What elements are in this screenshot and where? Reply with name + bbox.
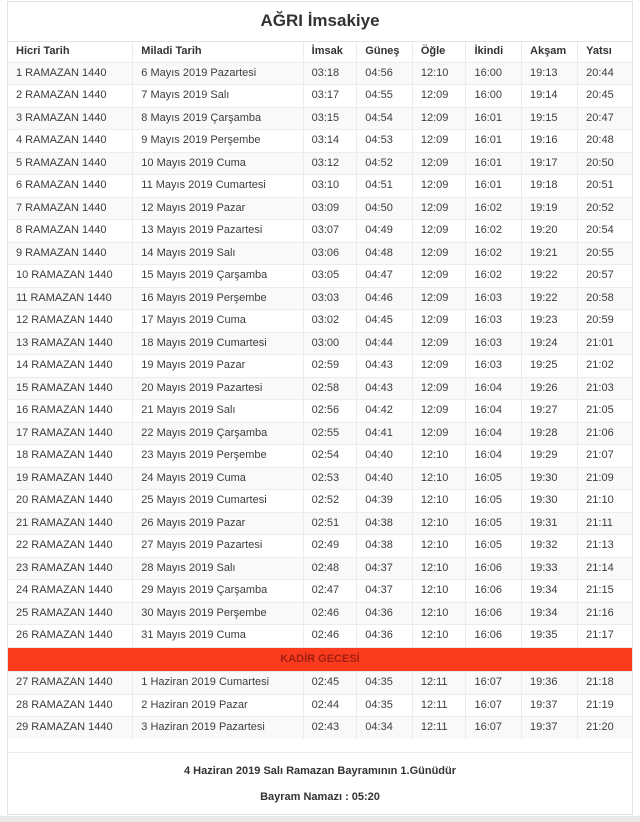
cell-imsak: 03:10 (303, 175, 357, 198)
kadir-gecesi-banner-row (8, 647, 632, 672)
cell-gunes: 04:47 (357, 265, 413, 288)
cell-aksam: 19:36 (522, 672, 578, 695)
column-header-imsak: İmsak (303, 42, 357, 62)
cell-imsak: 03:17 (303, 85, 357, 108)
cell-ogle: 12:09 (412, 265, 466, 288)
cell-ikindi: 16:01 (466, 152, 522, 175)
cell-yatsi: 20:58 (578, 287, 632, 310)
table-row (8, 62, 632, 85)
cell-imsak: 02:46 (303, 602, 357, 625)
cell-ikindi: 16:06 (466, 602, 522, 625)
cell-aksam: 19:16 (522, 130, 578, 153)
cell-yatsi: 21:10 (578, 490, 632, 513)
cell-ogle: 12:09 (412, 377, 466, 400)
footer (8, 753, 632, 814)
table-row (8, 717, 632, 739)
cell-imsak: 02:55 (303, 422, 357, 445)
column-header-hicri-tarih: Hicri Tarih (8, 42, 133, 62)
cell-ikindi: 16:03 (466, 310, 522, 333)
cell-gunes: 04:51 (357, 175, 413, 198)
cell-ogle: 12:10 (412, 445, 466, 468)
table-row (8, 265, 632, 288)
cell-ikindi: 16:06 (466, 625, 522, 648)
table-row (8, 512, 632, 535)
cell-yatsi: 21:20 (578, 717, 632, 739)
bayram-date-note: 4 Haziran 2019 Salı Ramazan Bayramının 1.Günüdür (183, 764, 457, 777)
cell-hicri-tarih: 14 RAMAZAN 1440 (8, 355, 133, 378)
cell-gunes: 04:56 (357, 62, 413, 85)
table-row (8, 220, 632, 243)
cell-imsak: 02:44 (303, 694, 357, 717)
cell-yatsi: 20:52 (578, 197, 632, 220)
cell-yatsi: 20:45 (578, 85, 632, 108)
cell-ogle: 12:10 (412, 467, 466, 490)
cell-yatsi: 21:19 (578, 694, 632, 717)
cell-aksam: 19:18 (522, 175, 578, 198)
cell-miladi-tarih: 12 Mayıs 2019 Pazar (133, 197, 303, 220)
cell-aksam: 19:30 (522, 467, 578, 490)
cell-hicri-tarih: 15 RAMAZAN 1440 (8, 377, 133, 400)
cell-imsak: 02:54 (303, 445, 357, 468)
cell-gunes: 04:40 (357, 445, 413, 468)
cell-ikindi: 16:02 (466, 242, 522, 265)
cell-hicri-tarih: 4 RAMAZAN 1440 (8, 130, 133, 153)
cell-miladi-tarih: 16 Mayıs 2019 Perşembe (133, 287, 303, 310)
cell-imsak: 03:00 (303, 332, 357, 355)
cell-imsak: 02:51 (303, 512, 357, 535)
cell-gunes: 04:35 (357, 694, 413, 717)
cell-yatsi: 20:50 (578, 152, 632, 175)
cell-miladi-tarih: 18 Mayıs 2019 Cumartesi (133, 332, 303, 355)
cell-miladi-tarih: 17 Mayıs 2019 Cuma (133, 310, 303, 333)
cell-yatsi: 21:14 (578, 557, 632, 580)
table-row (8, 355, 632, 378)
cell-ogle: 12:11 (412, 694, 466, 717)
cell-aksam: 19:28 (522, 422, 578, 445)
cell-aksam: 19:33 (522, 557, 578, 580)
cell-miladi-tarih: 26 Mayıs 2019 Pazar (133, 512, 303, 535)
column-header-ogle: Öğle (412, 42, 466, 62)
cell-miladi-tarih: 25 Mayıs 2019 Cumartesi (133, 490, 303, 513)
cell-yatsi: 20:57 (578, 265, 632, 288)
table-row (8, 467, 632, 490)
table-row (8, 557, 632, 580)
cell-hicri-tarih: 27 RAMAZAN 1440 (8, 672, 133, 695)
cell-aksam: 19:37 (522, 694, 578, 717)
column-header-yatsi: Yatsı (578, 42, 632, 62)
cell-ogle: 12:09 (412, 287, 466, 310)
cell-ogle: 12:10 (412, 512, 466, 535)
cell-aksam: 19:31 (522, 512, 578, 535)
table-row (8, 85, 632, 108)
cell-gunes: 04:52 (357, 152, 413, 175)
table-row (8, 197, 632, 220)
cell-yatsi: 21:02 (578, 355, 632, 378)
table-row (8, 310, 632, 333)
cell-yatsi: 21:17 (578, 625, 632, 648)
cell-ikindi: 16:07 (466, 717, 522, 739)
cell-ikindi: 16:01 (466, 175, 522, 198)
table-row (8, 535, 632, 558)
cell-ikindi: 16:04 (466, 377, 522, 400)
cell-ogle: 12:10 (412, 62, 466, 85)
cell-miladi-tarih: 9 Mayıs 2019 Perşembe (133, 130, 303, 153)
cell-gunes: 04:54 (357, 107, 413, 130)
cell-aksam: 19:21 (522, 242, 578, 265)
cell-gunes: 04:39 (357, 490, 413, 513)
cell-aksam: 19:26 (522, 377, 578, 400)
cell-gunes: 04:45 (357, 310, 413, 333)
cell-aksam: 19:34 (522, 580, 578, 603)
cell-ogle: 12:09 (412, 85, 466, 108)
cell-hicri-tarih: 9 RAMAZAN 1440 (8, 242, 133, 265)
cell-ogle: 12:09 (412, 175, 466, 198)
cell-imsak: 03:02 (303, 310, 357, 333)
cell-miladi-tarih: 8 Mayıs 2019 Çarşamba (133, 107, 303, 130)
cell-imsak: 02:59 (303, 355, 357, 378)
table-row (8, 287, 632, 310)
cell-yatsi: 21:03 (578, 377, 632, 400)
cell-ogle: 12:10 (412, 557, 466, 580)
cell-hicri-tarih: 16 RAMAZAN 1440 (8, 400, 133, 423)
cell-ikindi: 16:01 (466, 130, 522, 153)
cell-ikindi: 16:07 (466, 694, 522, 717)
cell-ikindi: 16:02 (466, 197, 522, 220)
cell-ogle: 12:11 (412, 717, 466, 739)
cell-yatsi: 21:18 (578, 672, 632, 695)
cell-yatsi: 20:54 (578, 220, 632, 243)
cell-imsak: 03:05 (303, 265, 357, 288)
cell-ogle: 12:10 (412, 490, 466, 513)
cell-gunes: 04:41 (357, 422, 413, 445)
cell-hicri-tarih: 12 RAMAZAN 1440 (8, 310, 133, 333)
cell-gunes: 04:34 (357, 717, 413, 739)
cell-imsak: 03:09 (303, 197, 357, 220)
cell-gunes: 04:53 (357, 130, 413, 153)
cell-hicri-tarih: 29 RAMAZAN 1440 (8, 717, 133, 739)
cell-hicri-tarih: 6 RAMAZAN 1440 (8, 175, 133, 198)
cell-aksam: 19:20 (522, 220, 578, 243)
cell-hicri-tarih: 23 RAMAZAN 1440 (8, 557, 133, 580)
cell-hicri-tarih: 26 RAMAZAN 1440 (8, 625, 133, 648)
cell-ikindi: 16:05 (466, 512, 522, 535)
cell-ikindi: 16:01 (466, 107, 522, 130)
cell-aksam: 19:23 (522, 310, 578, 333)
column-header-miladi-tarih: Miladi Tarih (133, 42, 303, 62)
cell-gunes: 04:37 (357, 580, 413, 603)
cell-miladi-tarih: 21 Mayıs 2019 Salı (133, 400, 303, 423)
cell-imsak: 02:56 (303, 400, 357, 423)
table-row (8, 377, 632, 400)
cell-aksam: 19:32 (522, 535, 578, 558)
cell-gunes: 04:46 (357, 287, 413, 310)
column-header-gunes: Güneş (357, 42, 413, 62)
cell-miladi-tarih: 23 Mayıs 2019 Perşembe (133, 445, 303, 468)
cell-imsak: 02:58 (303, 377, 357, 400)
cell-ikindi: 16:03 (466, 287, 522, 310)
cell-miladi-tarih: 11 Mayıs 2019 Cumartesi (133, 175, 303, 198)
cell-miladi-tarih: 2 Haziran 2019 Pazar (133, 694, 303, 717)
cell-yatsi: 20:51 (578, 175, 632, 198)
cell-imsak: 02:52 (303, 490, 357, 513)
cell-ikindi: 16:07 (466, 672, 522, 695)
cell-imsak: 02:53 (303, 467, 357, 490)
cell-ogle: 12:09 (412, 197, 466, 220)
table-row (8, 490, 632, 513)
cell-imsak: 02:49 (303, 535, 357, 558)
cell-yatsi: 20:47 (578, 107, 632, 130)
cell-ogle: 12:09 (412, 152, 466, 175)
cell-hicri-tarih: 18 RAMAZAN 1440 (8, 445, 133, 468)
cell-aksam: 19:29 (522, 445, 578, 468)
cell-aksam: 19:14 (522, 85, 578, 108)
cell-imsak: 03:15 (303, 107, 357, 130)
cell-hicri-tarih: 7 RAMAZAN 1440 (8, 197, 133, 220)
cell-gunes: 04:38 (357, 512, 413, 535)
column-header-ikindi: İkindi (466, 42, 522, 62)
cell-hicri-tarih: 17 RAMAZAN 1440 (8, 422, 133, 445)
table-footer-spacer (8, 739, 632, 753)
page-bottom-strip (0, 816, 640, 822)
cell-hicri-tarih: 10 RAMAZAN 1440 (8, 265, 133, 288)
cell-hicri-tarih: 11 RAMAZAN 1440 (8, 287, 133, 310)
cell-yatsi: 21:16 (578, 602, 632, 625)
cell-aksam: 19:22 (522, 265, 578, 288)
cell-hicri-tarih: 20 RAMAZAN 1440 (8, 490, 133, 513)
cell-hicri-tarih: 3 RAMAZAN 1440 (8, 107, 133, 130)
bayram-namazi-time: Bayram Namazı : 05:20 (260, 790, 380, 803)
cell-gunes: 04:35 (357, 672, 413, 695)
cell-miladi-tarih: 3 Haziran 2019 Pazartesi (133, 717, 303, 739)
table-row (8, 602, 632, 625)
cell-imsak: 03:14 (303, 130, 357, 153)
cell-miladi-tarih: 28 Mayıs 2019 Salı (133, 557, 303, 580)
cell-ikindi: 16:04 (466, 422, 522, 445)
cell-ogle: 12:09 (412, 310, 466, 333)
cell-miladi-tarih: 7 Mayıs 2019 Salı (133, 85, 303, 108)
cell-yatsi: 21:15 (578, 580, 632, 603)
cell-yatsi: 21:07 (578, 445, 632, 468)
cell-aksam: 19:24 (522, 332, 578, 355)
table-row (8, 130, 632, 153)
cell-miladi-tarih: 22 Mayıs 2019 Çarşamba (133, 422, 303, 445)
cell-aksam: 19:13 (522, 62, 578, 85)
table-row (8, 580, 632, 603)
cell-gunes: 04:48 (357, 242, 413, 265)
cell-yatsi: 21:05 (578, 400, 632, 423)
cell-ikindi: 16:05 (466, 535, 522, 558)
cell-imsak: 02:47 (303, 580, 357, 603)
cell-ikindi: 16:05 (466, 467, 522, 490)
cell-yatsi: 21:06 (578, 422, 632, 445)
cell-ikindi: 16:00 (466, 85, 522, 108)
cell-aksam: 19:34 (522, 602, 578, 625)
cell-gunes: 04:37 (357, 557, 413, 580)
cell-hicri-tarih: 24 RAMAZAN 1440 (8, 580, 133, 603)
cell-aksam: 19:30 (522, 490, 578, 513)
cell-ikindi: 16:02 (466, 220, 522, 243)
cell-aksam: 19:25 (522, 355, 578, 378)
cell-miladi-tarih: 13 Mayıs 2019 Pazartesi (133, 220, 303, 243)
cell-imsak: 02:48 (303, 557, 357, 580)
cell-ogle: 12:09 (412, 220, 466, 243)
cell-hicri-tarih: 1 RAMAZAN 1440 (8, 62, 133, 85)
cell-gunes: 04:55 (357, 85, 413, 108)
cell-gunes: 04:40 (357, 467, 413, 490)
cell-hicri-tarih: 8 RAMAZAN 1440 (8, 220, 133, 243)
cell-imsak: 03:03 (303, 287, 357, 310)
cell-ogle: 12:09 (412, 400, 466, 423)
cell-ogle: 12:10 (412, 580, 466, 603)
cell-imsak: 02:46 (303, 625, 357, 648)
cell-imsak: 02:43 (303, 717, 357, 739)
cell-imsak: 02:45 (303, 672, 357, 695)
imsakiye-page (7, 1, 633, 815)
cell-aksam: 19:35 (522, 625, 578, 648)
cell-yatsi: 21:13 (578, 535, 632, 558)
page-title: AĞRI İmsakiye (8, 2, 632, 42)
cell-miladi-tarih: 14 Mayıs 2019 Salı (133, 242, 303, 265)
cell-ogle: 12:10 (412, 625, 466, 648)
cell-imsak: 03:18 (303, 62, 357, 85)
cell-gunes: 04:36 (357, 625, 413, 648)
table-row (8, 625, 632, 648)
cell-yatsi: 21:01 (578, 332, 632, 355)
table-row (8, 107, 632, 130)
cell-ogle: 12:09 (412, 130, 466, 153)
cell-ikindi: 16:04 (466, 400, 522, 423)
cell-yatsi: 20:44 (578, 62, 632, 85)
cell-imsak: 03:07 (303, 220, 357, 243)
cell-miladi-tarih: 31 Mayıs 2019 Cuma (133, 625, 303, 648)
cell-ogle: 12:09 (412, 355, 466, 378)
cell-miladi-tarih: 19 Mayıs 2019 Pazar (133, 355, 303, 378)
cell-miladi-tarih: 30 Mayıs 2019 Perşembe (133, 602, 303, 625)
cell-yatsi: 21:11 (578, 512, 632, 535)
cell-gunes: 04:50 (357, 197, 413, 220)
prayer-times-table (8, 42, 632, 739)
cell-yatsi: 20:48 (578, 130, 632, 153)
cell-hicri-tarih: 13 RAMAZAN 1440 (8, 332, 133, 355)
table-body (8, 62, 632, 739)
table-row (8, 242, 632, 265)
cell-miladi-tarih: 10 Mayıs 2019 Cuma (133, 152, 303, 175)
cell-ikindi: 16:06 (466, 580, 522, 603)
cell-ikindi: 16:04 (466, 445, 522, 468)
kadir-gecesi-banner: KADİR GECESİ (8, 647, 632, 672)
cell-gunes: 04:43 (357, 377, 413, 400)
cell-ogle: 12:10 (412, 602, 466, 625)
table-row (8, 694, 632, 717)
cell-ogle: 12:09 (412, 332, 466, 355)
cell-hicri-tarih: 22 RAMAZAN 1440 (8, 535, 133, 558)
cell-gunes: 04:43 (357, 355, 413, 378)
cell-gunes: 04:49 (357, 220, 413, 243)
cell-miladi-tarih: 24 Mayıs 2019 Cuma (133, 467, 303, 490)
cell-ogle: 12:09 (412, 107, 466, 130)
table-row (8, 445, 632, 468)
cell-ogle: 12:09 (412, 242, 466, 265)
cell-hicri-tarih: 21 RAMAZAN 1440 (8, 512, 133, 535)
header-row (8, 42, 632, 62)
cell-hicri-tarih: 5 RAMAZAN 1440 (8, 152, 133, 175)
cell-gunes: 04:44 (357, 332, 413, 355)
cell-aksam: 19:27 (522, 400, 578, 423)
cell-ikindi: 16:03 (466, 355, 522, 378)
table-row (8, 400, 632, 423)
cell-ogle: 12:09 (412, 422, 466, 445)
cell-miladi-tarih: 27 Mayıs 2019 Pazartesi (133, 535, 303, 558)
cell-ikindi: 16:05 (466, 490, 522, 513)
table-row (8, 175, 632, 198)
table-row (8, 672, 632, 695)
cell-imsak: 03:06 (303, 242, 357, 265)
column-header-aksam: Akşam (522, 42, 578, 62)
cell-ogle: 12:11 (412, 672, 466, 695)
cell-ikindi: 16:03 (466, 332, 522, 355)
cell-ikindi: 16:00 (466, 62, 522, 85)
cell-gunes: 04:42 (357, 400, 413, 423)
table-row (8, 152, 632, 175)
cell-imsak: 03:12 (303, 152, 357, 175)
cell-miladi-tarih: 29 Mayıs 2019 Çarşamba (133, 580, 303, 603)
cell-miladi-tarih: 20 Mayıs 2019 Pazartesi (133, 377, 303, 400)
cell-ikindi: 16:02 (466, 265, 522, 288)
cell-aksam: 19:37 (522, 717, 578, 739)
cell-miladi-tarih: 6 Mayıs 2019 Pazartesi (133, 62, 303, 85)
cell-yatsi: 20:55 (578, 242, 632, 265)
cell-miladi-tarih: 1 Haziran 2019 Cumartesi (133, 672, 303, 695)
cell-hicri-tarih: 2 RAMAZAN 1440 (8, 85, 133, 108)
cell-aksam: 19:17 (522, 152, 578, 175)
cell-hicri-tarih: 28 RAMAZAN 1440 (8, 694, 133, 717)
table-row (8, 422, 632, 445)
table-row (8, 332, 632, 355)
cell-gunes: 04:36 (357, 602, 413, 625)
cell-miladi-tarih: 15 Mayıs 2019 Çarşamba (133, 265, 303, 288)
cell-yatsi: 20:59 (578, 310, 632, 333)
cell-hicri-tarih: 19 RAMAZAN 1440 (8, 467, 133, 490)
cell-hicri-tarih: 25 RAMAZAN 1440 (8, 602, 133, 625)
cell-ikindi: 16:06 (466, 557, 522, 580)
cell-aksam: 19:19 (522, 197, 578, 220)
cell-ogle: 12:10 (412, 535, 466, 558)
cell-aksam: 19:22 (522, 287, 578, 310)
cell-yatsi: 21:09 (578, 467, 632, 490)
cell-aksam: 19:15 (522, 107, 578, 130)
cell-gunes: 04:38 (357, 535, 413, 558)
